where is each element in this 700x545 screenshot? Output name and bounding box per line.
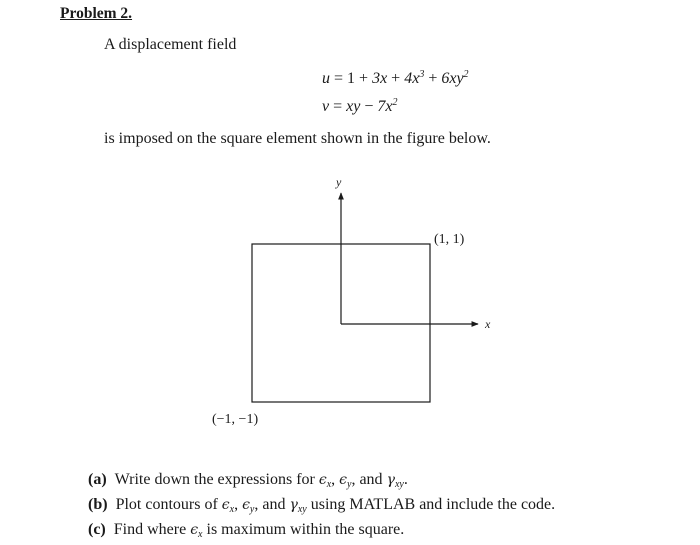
intro-text: A displacement field [104, 36, 237, 53]
part-a-sep2: , and [351, 471, 383, 488]
eq-u-term2: 3x [372, 70, 388, 87]
eq-v-term2-exp: 2 [392, 97, 398, 108]
x-axis-label: x [485, 317, 491, 331]
eq-v-term2: 7x [377, 98, 393, 115]
eq-u-plus1: + [359, 70, 369, 87]
eq-v-equals: = [333, 98, 343, 115]
eq-v-term1: xy [346, 98, 361, 115]
part-a-sub1: x [326, 479, 332, 490]
part-a-text: Write down the expressions for [114, 471, 315, 488]
part-b-text2: using MATLAB and include the code. [310, 496, 556, 513]
part-c-text2: is maximum within the square. [206, 521, 405, 538]
eq-u-term3-exp: 3 [419, 69, 425, 80]
eq-u-term4: 6xy [441, 70, 464, 87]
part-a-sub3: xy [394, 479, 404, 490]
part-b-label: (b) [88, 496, 108, 513]
part-a-label: (a) [88, 471, 107, 488]
eq-u-plus2: + [391, 70, 401, 87]
part-c-label: (c) [88, 521, 106, 538]
y-axis-label: y [336, 175, 342, 189]
eq-v-lhs: v [322, 98, 330, 115]
eq-u-plus3: + [428, 70, 438, 87]
problem-heading: Problem 2. [60, 5, 133, 22]
part-c-sym1: ϵ [190, 522, 199, 538]
part-b-sep1: , [234, 496, 239, 513]
part-b-sym3: γ [289, 497, 298, 513]
eq-u-term1: 1 [347, 70, 356, 87]
corner-label-bottom-left: (−1, −1) [212, 412, 259, 427]
part-a-sym3: γ [386, 472, 395, 488]
part-c [88, 520, 555, 545]
part-b-sym2: ϵ [242, 497, 250, 513]
part-c-text: Find where [113, 521, 187, 538]
part-b-text: Plot contours of [115, 496, 218, 513]
part-a-end: . [403, 471, 408, 488]
part-b-sym1: ϵ [221, 497, 230, 513]
part-a-sub2: y [347, 479, 352, 490]
corner-label-top-right: (1, 1) [434, 232, 465, 247]
description-text: is imposed on the square element shown in the figure below. [104, 130, 491, 147]
eq-v-minus1: − [364, 98, 374, 115]
part-b [88, 495, 555, 520]
part-a [88, 470, 555, 495]
eq-u-term4-exp: 2 [463, 69, 469, 80]
part-b-sub2: y [249, 504, 255, 515]
part-b-sep2: , and [254, 496, 286, 513]
part-c-sub1: x [198, 529, 203, 540]
part-b-sub1: x [229, 504, 235, 515]
part-a-sym2: ϵ [339, 472, 347, 488]
eq-u-equals: = [334, 70, 344, 87]
part-a-sym1: ϵ [318, 472, 327, 488]
part-b-sub3: xy [297, 504, 307, 515]
question-parts [88, 470, 555, 545]
part-a-sep1: , [331, 471, 336, 488]
eq-u-lhs: u [322, 70, 330, 87]
eq-u-term3: 4x [404, 70, 420, 87]
